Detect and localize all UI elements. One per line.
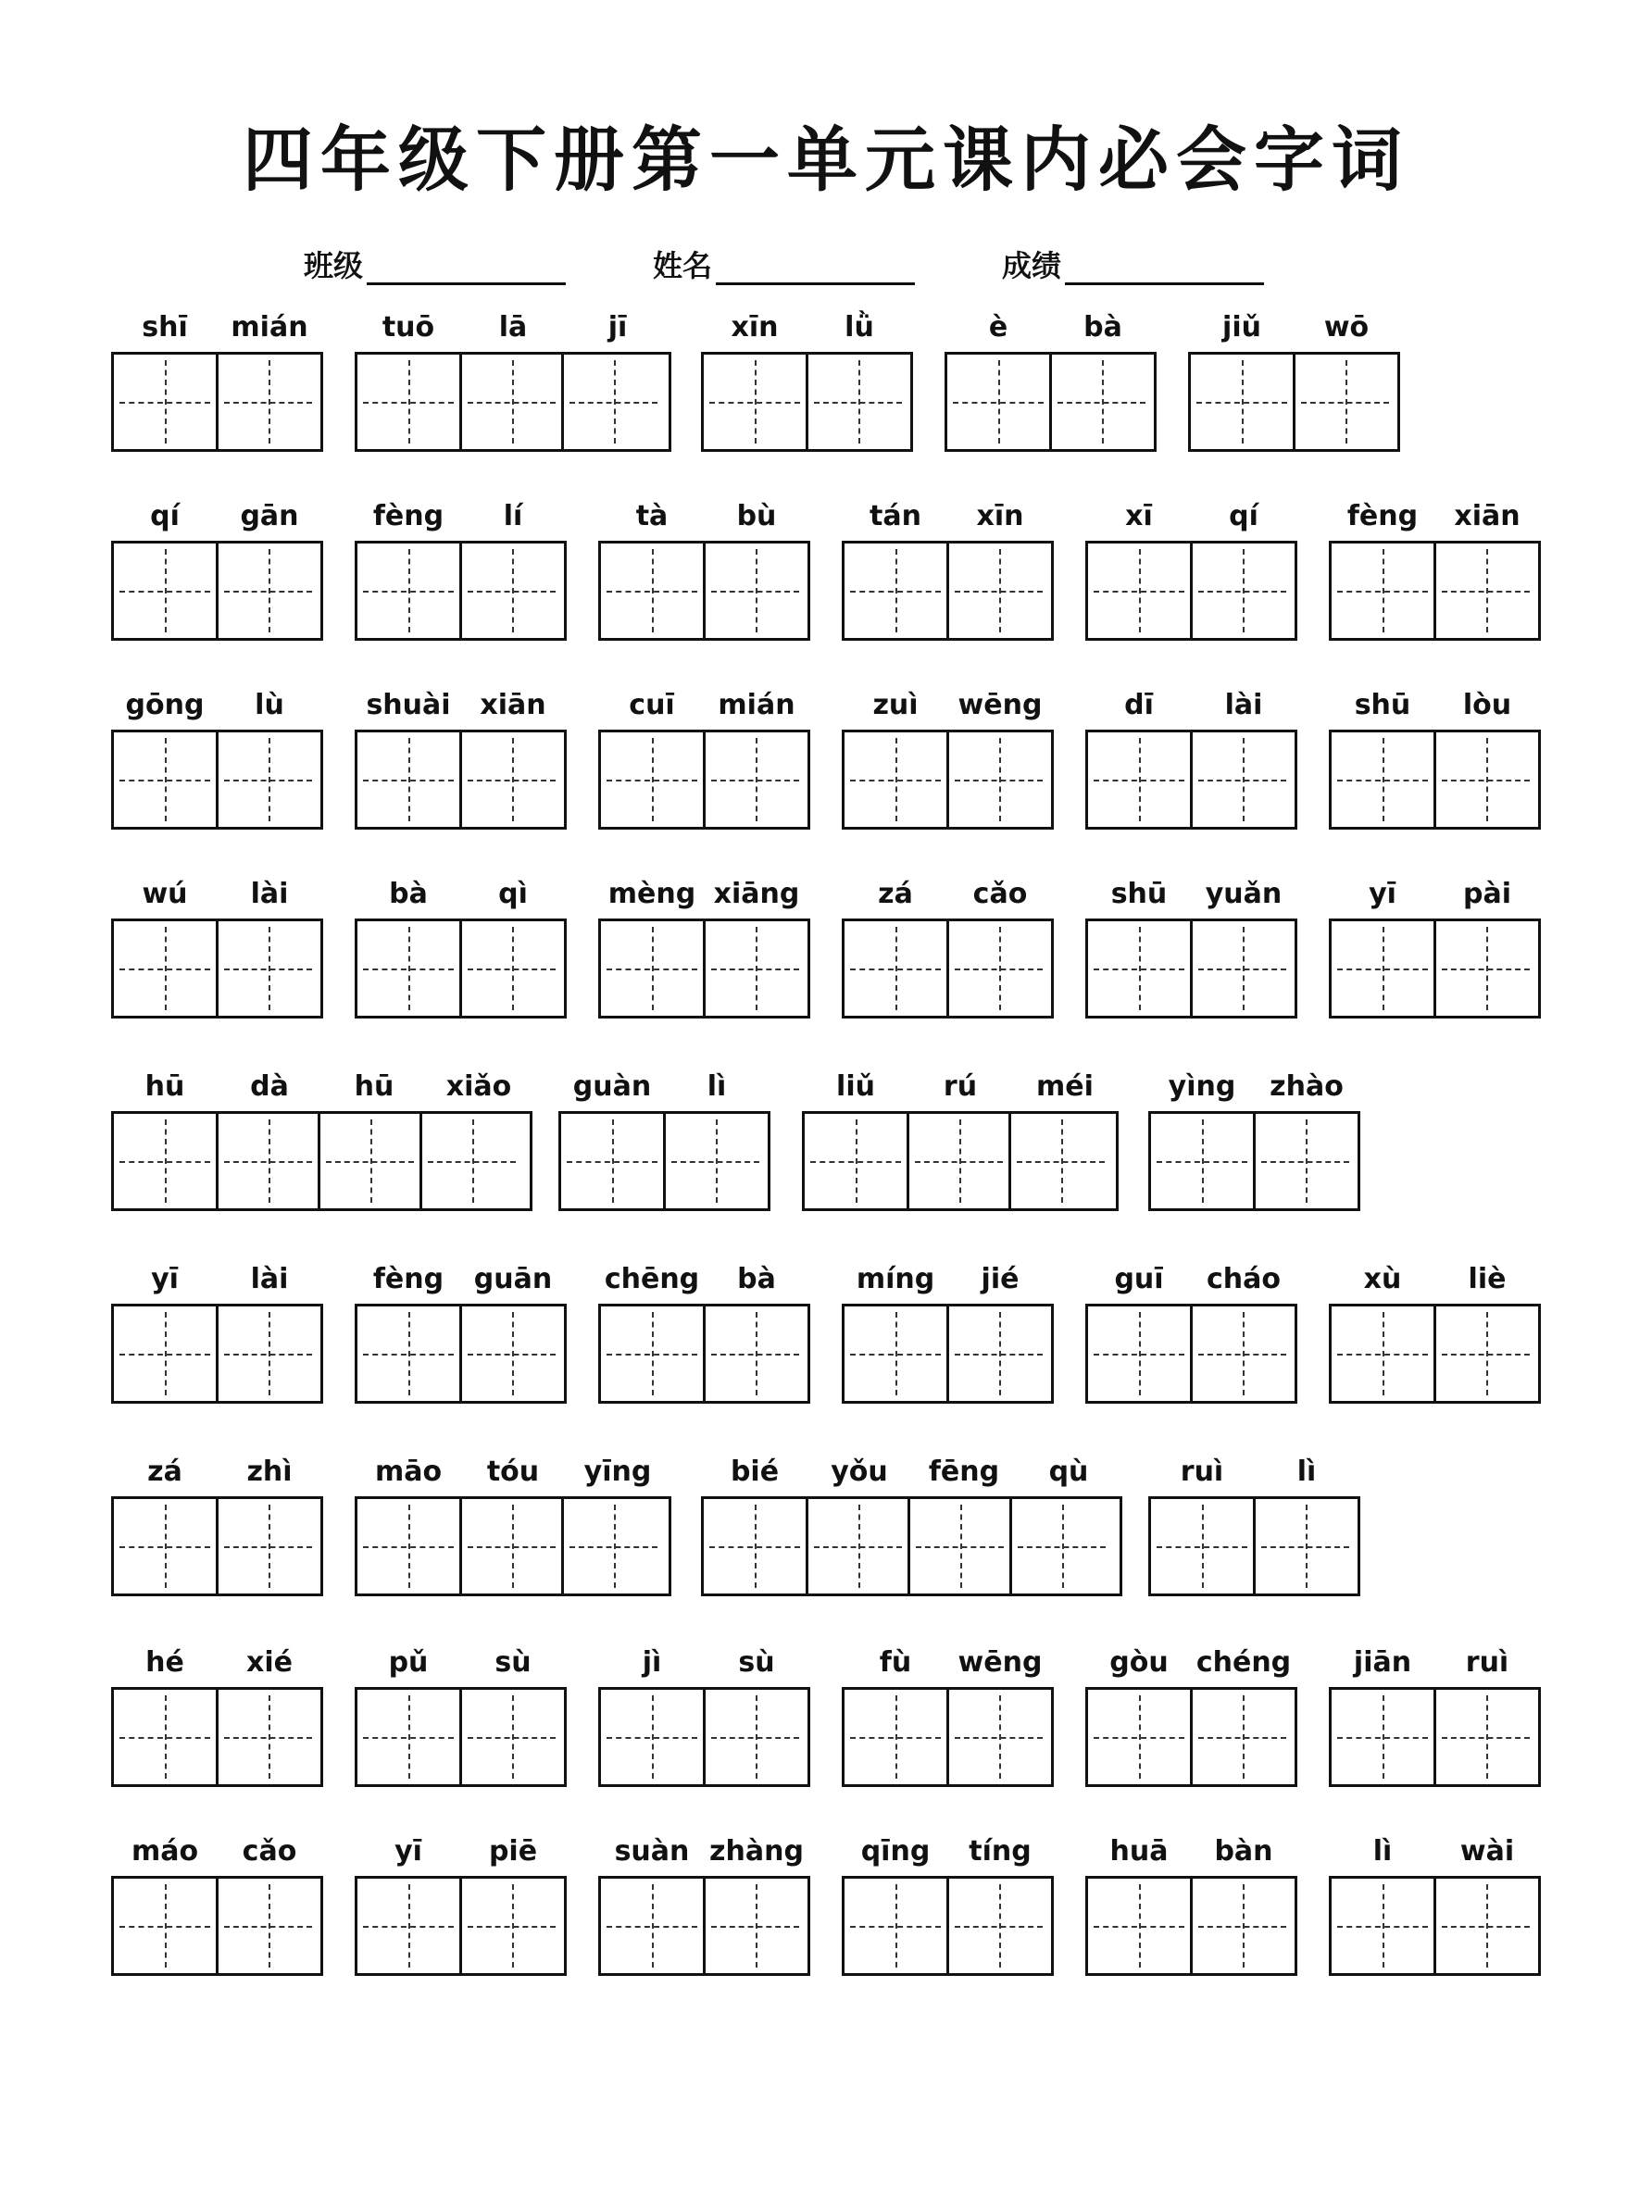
pinyin-syllable: jié — [981, 1263, 1020, 1295]
pinyin-syllable: bàn — [1214, 1835, 1273, 1868]
writing-cell[interactable] — [114, 732, 216, 827]
tianzige-grid — [1188, 352, 1400, 452]
writing-cell[interactable] — [1253, 1499, 1355, 1593]
tianzige-grid — [598, 919, 810, 1019]
tianzige-grid — [1148, 1111, 1360, 1211]
pinyin-syllable: suàn — [614, 1835, 690, 1868]
pinyin-syllable: lòu — [1462, 689, 1512, 721]
pinyin-syllable: guàn — [572, 1070, 652, 1103]
pinyin-syllable: zuì — [872, 689, 919, 721]
pinyin-syllable: ruì — [1465, 1646, 1509, 1679]
writing-cell[interactable] — [216, 1690, 318, 1784]
pinyin-syllable: zhàng — [709, 1835, 804, 1868]
writing-cell[interactable] — [216, 1306, 318, 1401]
writing-cell[interactable] — [1332, 1879, 1433, 1973]
pinyin-syllable: yī — [151, 1263, 179, 1295]
pinyin-syllable: lì — [707, 1070, 727, 1103]
pinyin-syllable: bà — [737, 1263, 776, 1295]
writing-cell[interactable] — [459, 1499, 561, 1593]
tianzige-grid — [1085, 1876, 1297, 1976]
tianzige-grid — [355, 919, 567, 1019]
writing-cell[interactable] — [114, 355, 216, 449]
tianzige-grid — [842, 919, 1054, 1019]
writing-cell[interactable] — [1433, 732, 1535, 827]
pinyin-syllable: bà — [1083, 311, 1122, 344]
writing-cell[interactable] — [216, 544, 318, 638]
writing-cell[interactable] — [703, 544, 805, 638]
pinyin-syllable: yī — [1369, 878, 1396, 910]
writing-cell[interactable] — [114, 1690, 216, 1784]
score-field — [1002, 243, 1264, 285]
pinyin-syllable: xiǎo — [445, 1070, 512, 1103]
writing-cell[interactable] — [703, 1690, 805, 1784]
tianzige-grid — [1085, 1687, 1297, 1787]
writing-cell[interactable] — [459, 1306, 561, 1401]
writing-cell[interactable] — [357, 1306, 459, 1401]
pinyin-syllable: lài — [250, 1263, 289, 1295]
writing-cell[interactable] — [601, 732, 703, 827]
pinyin-syllable: shuài — [366, 689, 451, 721]
pinyin-syllable: lù — [255, 689, 284, 721]
pinyin-syllable: gān — [240, 500, 299, 532]
class-field — [304, 243, 566, 285]
pinyin-syllable: chéng — [1195, 1646, 1292, 1679]
pinyin-syllable: tà — [635, 500, 669, 532]
writing-cell[interactable] — [663, 1114, 765, 1208]
pinyin-syllable: zá — [878, 878, 913, 910]
pinyin-syllable: lì — [1296, 1456, 1317, 1488]
pinyin-syllable: xīn — [731, 311, 779, 344]
pinyin-syllable: mián — [231, 311, 308, 344]
pinyin-syllable: xiān — [1454, 500, 1521, 532]
tianzige-grid — [701, 1496, 1122, 1596]
writing-cell[interactable] — [1190, 1306, 1292, 1401]
tianzige-grid — [558, 1111, 770, 1211]
writing-cell[interactable] — [561, 1499, 663, 1593]
pinyin-syllable: yǒu — [831, 1456, 888, 1488]
pinyin-syllable: lài — [250, 878, 289, 910]
tianzige-grid — [111, 730, 323, 830]
pinyin-syllable: hū — [354, 1070, 394, 1103]
pinyin-syllable: méi — [1036, 1070, 1094, 1103]
tianzige-grid — [111, 352, 323, 452]
writing-cell[interactable] — [459, 1879, 561, 1973]
pinyin-syllable: sù — [494, 1646, 532, 1679]
tianzige-grid — [598, 1687, 810, 1787]
tianzige-grid — [111, 541, 323, 641]
pinyin-syllable: liǔ — [836, 1070, 875, 1103]
writing-cell[interactable] — [703, 1879, 805, 1973]
tianzige-grid — [598, 730, 810, 830]
tianzige-grid — [111, 1304, 323, 1404]
writing-cell[interactable] — [1433, 544, 1535, 638]
pinyin-syllable: guī — [1114, 1263, 1164, 1295]
writing-cell[interactable] — [1433, 921, 1535, 1016]
writing-cell[interactable] — [704, 355, 806, 449]
writing-cell[interactable] — [907, 1114, 1008, 1208]
pinyin-syllable: tóu — [486, 1456, 540, 1488]
writing-cell[interactable] — [357, 1499, 459, 1593]
writing-cell[interactable] — [947, 355, 1049, 449]
pinyin-syllable: zhào — [1270, 1070, 1344, 1103]
tianzige-grid — [842, 730, 1054, 830]
writing-cell[interactable] — [216, 1879, 318, 1973]
pinyin-syllable: xié — [246, 1646, 293, 1679]
writing-cell[interactable] — [946, 732, 1048, 827]
name-label: 姓名 — [653, 248, 713, 283]
writing-cell[interactable] — [216, 355, 318, 449]
pinyin-syllable: bù — [736, 500, 777, 532]
tianzige-grid — [1329, 1304, 1541, 1404]
pinyin-syllable: lì — [1372, 1835, 1393, 1868]
writing-cell[interactable] — [1332, 921, 1433, 1016]
tianzige-grid — [802, 1111, 1119, 1211]
writing-cell[interactable] — [459, 544, 561, 638]
writing-cell[interactable] — [946, 921, 1048, 1016]
pinyin-syllable: cháo — [1207, 1263, 1281, 1295]
pinyin-syllable: shū — [1110, 878, 1168, 910]
writing-cell[interactable] — [419, 1114, 521, 1208]
pinyin-syllable: shū — [1354, 689, 1411, 721]
writing-cell[interactable] — [1253, 1114, 1355, 1208]
pinyin-syllable: dà — [250, 1070, 289, 1103]
pinyin-syllable: tuō — [382, 311, 435, 344]
writing-cell[interactable] — [216, 732, 318, 827]
pinyin-syllable: xīn — [976, 500, 1024, 532]
pinyin-syllable: qù — [1048, 1456, 1089, 1488]
writing-cell[interactable] — [1088, 732, 1190, 827]
writing-cell[interactable] — [1088, 1690, 1190, 1784]
writing-cell[interactable] — [946, 1879, 1048, 1973]
writing-cell[interactable] — [114, 1499, 216, 1593]
tianzige-grid — [1329, 1876, 1541, 1976]
tianzige-grid — [111, 919, 323, 1019]
pinyin-syllable: wài — [1459, 1835, 1515, 1868]
pinyin-syllable: hū — [144, 1070, 185, 1103]
writing-cell[interactable] — [806, 355, 907, 449]
writing-cell[interactable] — [1151, 1114, 1253, 1208]
tianzige-grid — [355, 352, 671, 452]
tianzige-grid — [842, 1687, 1054, 1787]
name-field — [653, 243, 915, 285]
writing-cell[interactable] — [1433, 1690, 1535, 1784]
writing-cell[interactable] — [845, 732, 946, 827]
writing-cell[interactable] — [1332, 1690, 1433, 1784]
tianzige-grid — [1085, 1304, 1297, 1404]
pinyin-syllable: wú — [142, 878, 188, 910]
writing-cell[interactable] — [561, 1114, 663, 1208]
tianzige-grid — [355, 730, 567, 830]
pinyin-syllable: míng — [856, 1263, 935, 1295]
tianzige-grid — [1148, 1496, 1360, 1596]
tianzige-grid — [1085, 919, 1297, 1019]
tianzige-grid — [598, 541, 810, 641]
writing-cell[interactable] — [703, 732, 805, 827]
writing-cell[interactable] — [1293, 355, 1395, 449]
writing-cell[interactable] — [357, 1690, 459, 1784]
pinyin-syllable: cǎo — [242, 1835, 297, 1868]
writing-cell[interactable] — [601, 1306, 703, 1401]
writing-cell[interactable] — [114, 1306, 216, 1401]
pinyin-syllable: māo — [374, 1456, 443, 1488]
pinyin-syllable: fèng — [372, 500, 444, 532]
writing-cell[interactable] — [805, 1114, 907, 1208]
tianzige-grid — [842, 1304, 1054, 1404]
pinyin-syllable: qí — [1229, 500, 1258, 532]
writing-cell[interactable] — [216, 1114, 318, 1208]
tianzige-grid — [1085, 541, 1297, 641]
tianzige-grid — [355, 1304, 567, 1404]
pinyin-syllable: sù — [738, 1646, 775, 1679]
writing-cell[interactable] — [845, 1879, 946, 1973]
writing-cell[interactable] — [1088, 544, 1190, 638]
pinyin-syllable: yīng — [583, 1456, 652, 1488]
pinyin-syllable: máo — [131, 1835, 199, 1868]
pinyin-syllable: lā — [498, 311, 528, 344]
pinyin-syllable: xiān — [480, 689, 546, 721]
pinyin-syllable: fèng — [372, 1263, 444, 1295]
pinyin-syllable: lí — [503, 500, 523, 532]
pinyin-syllable: dī — [1124, 689, 1154, 721]
tianzige-grid — [355, 1876, 567, 1976]
writing-cell[interactable] — [357, 544, 459, 638]
pinyin-syllable: huā — [1109, 1835, 1169, 1868]
pinyin-syllable: wō — [1323, 311, 1370, 344]
writing-cell[interactable] — [1332, 732, 1433, 827]
writing-cell[interactable] — [216, 1499, 318, 1593]
pinyin-syllable: tán — [870, 500, 921, 532]
writing-cell[interactable] — [845, 921, 946, 1016]
writing-cell[interactable] — [601, 544, 703, 638]
writing-cell[interactable] — [601, 1879, 703, 1973]
pinyin-syllable: guān — [473, 1263, 553, 1295]
pinyin-syllable: lǜ — [845, 311, 874, 344]
writing-cell[interactable] — [357, 355, 459, 449]
tianzige-grid — [1329, 730, 1541, 830]
writing-cell[interactable] — [459, 355, 561, 449]
tianzige-grid — [842, 541, 1054, 641]
tianzige-grid — [1085, 730, 1297, 830]
pinyin-syllable: gōng — [125, 689, 205, 721]
writing-cell[interactable] — [1190, 1879, 1292, 1973]
tianzige-grid — [1329, 1687, 1541, 1787]
writing-cell[interactable] — [114, 921, 216, 1016]
writing-cell[interactable] — [357, 1879, 459, 1973]
tianzige-grid — [945, 352, 1157, 452]
class-label: 班级 — [304, 248, 364, 283]
tianzige-grid — [355, 541, 567, 641]
student-info — [0, 243, 1652, 298]
writing-cell[interactable] — [1190, 544, 1292, 638]
writing-cell[interactable] — [114, 1879, 216, 1973]
pinyin-syllable: zá — [147, 1456, 182, 1488]
writing-cell[interactable] — [1191, 355, 1293, 449]
score-label: 成绩 — [1002, 248, 1062, 283]
tianzige-grid — [842, 1876, 1054, 1976]
writing-cell[interactable] — [459, 921, 561, 1016]
writing-cell[interactable] — [1190, 732, 1292, 827]
writing-cell[interactable] — [1190, 1690, 1292, 1784]
pinyin-syllable: wēng — [957, 689, 1043, 721]
pinyin-syllable: qì — [498, 878, 528, 910]
writing-cell[interactable] — [1008, 1114, 1110, 1208]
score-blank[interactable] — [1065, 245, 1264, 285]
pinyin-syllable: bié — [730, 1456, 780, 1488]
tianzige-grid — [355, 1496, 671, 1596]
pinyin-syllable: mèng — [607, 878, 696, 910]
pinyin-syllable: hé — [145, 1646, 184, 1679]
writing-cell[interactable] — [1332, 544, 1433, 638]
writing-cell[interactable] — [704, 1499, 806, 1593]
writing-cell[interactable] — [601, 921, 703, 1016]
pinyin-syllable: ruì — [1180, 1456, 1224, 1488]
pinyin-syllable: zhì — [246, 1456, 293, 1488]
pinyin-syllable: lài — [1224, 689, 1263, 721]
writing-cell[interactable] — [459, 1690, 561, 1784]
name-blank[interactable] — [716, 245, 915, 285]
writing-cell[interactable] — [703, 1306, 805, 1401]
tianzige-grid — [701, 352, 913, 452]
tianzige-grid — [111, 1496, 323, 1596]
writing-cell[interactable] — [703, 921, 805, 1016]
pinyin-syllable: yìng — [1168, 1070, 1236, 1103]
pinyin-syllable: jì — [642, 1646, 662, 1679]
pinyin-syllable: liè — [1468, 1263, 1507, 1295]
pinyin-syllable: è — [988, 311, 1008, 344]
pinyin-syllable: fēng — [928, 1456, 1000, 1488]
writing-cell[interactable] — [1088, 921, 1190, 1016]
pinyin-syllable: gòu — [1109, 1646, 1169, 1679]
class-blank[interactable] — [367, 245, 566, 285]
writing-cell[interactable] — [216, 921, 318, 1016]
pinyin-syllable: bà — [389, 878, 428, 910]
writing-cell[interactable] — [845, 1306, 946, 1401]
pinyin-syllable: fù — [879, 1646, 912, 1679]
tianzige-grid — [111, 1687, 323, 1787]
writing-cell[interactable] — [946, 1690, 1048, 1784]
pinyin-syllable: chēng — [604, 1263, 700, 1295]
writing-cell[interactable] — [357, 732, 459, 827]
writing-cell[interactable] — [1009, 1499, 1111, 1593]
writing-cell[interactable] — [845, 1690, 946, 1784]
pinyin-syllable: xī — [1125, 500, 1153, 532]
pinyin-syllable: jiǔ — [1222, 311, 1261, 344]
pinyin-syllable: pài — [1462, 878, 1511, 910]
tianzige-grid — [111, 1111, 532, 1211]
pinyin-syllable: cuī — [629, 689, 675, 721]
tianzige-grid — [598, 1876, 810, 1976]
pinyin-syllable: xù — [1363, 1263, 1402, 1295]
tianzige-grid — [111, 1876, 323, 1976]
writing-cell[interactable] — [1190, 921, 1292, 1016]
writing-cell[interactable] — [114, 1114, 216, 1208]
pinyin-syllable: jiān — [1353, 1646, 1412, 1679]
writing-cell[interactable] — [459, 732, 561, 827]
tianzige-grid — [1329, 541, 1541, 641]
pinyin-syllable: xiāng — [713, 878, 800, 910]
writing-cell[interactable] — [946, 544, 1048, 638]
writing-cell[interactable] — [357, 921, 459, 1016]
writing-cell[interactable] — [1088, 1879, 1190, 1973]
page-title: 四年级下册第一单元课内必会字词 — [243, 119, 1409, 201]
writing-cell[interactable] — [1332, 1306, 1433, 1401]
writing-cell[interactable] — [318, 1114, 419, 1208]
writing-cell[interactable] — [1049, 355, 1151, 449]
pinyin-syllable: wēng — [957, 1646, 1043, 1679]
writing-cell[interactable] — [601, 1690, 703, 1784]
pinyin-syllable: tíng — [969, 1835, 1032, 1868]
writing-cell[interactable] — [946, 1306, 1048, 1401]
pinyin-syllable: fèng — [1346, 500, 1419, 532]
pinyin-syllable: qīng — [860, 1835, 931, 1868]
pinyin-syllable: yuǎn — [1205, 878, 1283, 910]
writing-cell[interactable] — [907, 1499, 1009, 1593]
writing-cell[interactable] — [845, 544, 946, 638]
tianzige-grid — [1329, 919, 1541, 1019]
pinyin-syllable: cǎo — [972, 878, 1028, 910]
writing-cell[interactable] — [1151, 1499, 1253, 1593]
writing-cell[interactable] — [1433, 1306, 1535, 1401]
writing-cell[interactable] — [1433, 1879, 1535, 1973]
pinyin-syllable: yī — [394, 1835, 422, 1868]
tianzige-grid — [598, 1304, 810, 1404]
writing-cell[interactable] — [114, 544, 216, 638]
pinyin-syllable: qí — [150, 500, 180, 532]
pinyin-syllable: jī — [607, 311, 628, 344]
writing-cell[interactable] — [1088, 1306, 1190, 1401]
pinyin-syllable: pǔ — [388, 1646, 429, 1679]
pinyin-syllable: shī — [142, 311, 188, 344]
tianzige-grid — [355, 1687, 567, 1787]
writing-cell[interactable] — [561, 355, 663, 449]
pinyin-syllable: mián — [718, 689, 795, 721]
pinyin-syllable: rú — [943, 1070, 978, 1103]
pinyin-syllable: piē — [488, 1835, 538, 1868]
writing-cell[interactable] — [806, 1499, 907, 1593]
